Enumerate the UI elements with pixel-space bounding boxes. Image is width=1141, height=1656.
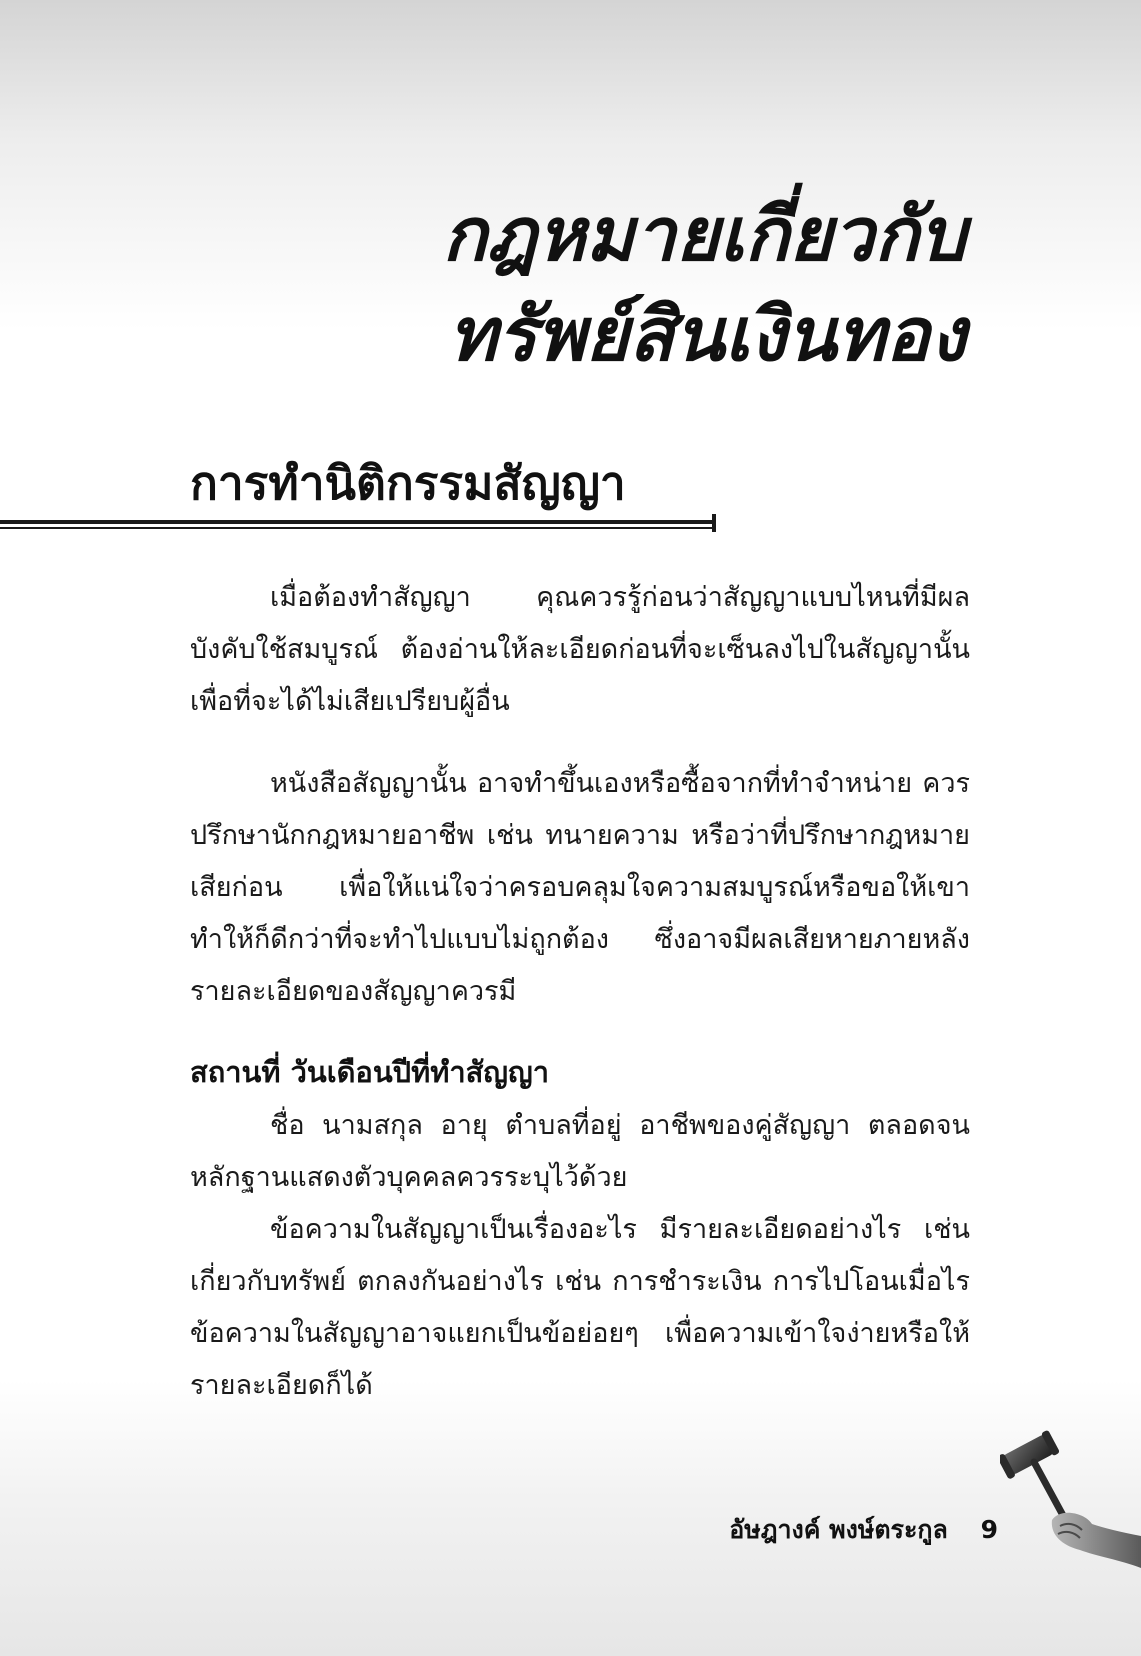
rule-thick-line: [0, 520, 716, 524]
paragraph-text: เมื่อต้องทำสัญญา คุณควรรู้ก่อนว่าสัญญาแบบไหนที่มีผลบังคับใช้สมบูรณ์ ต้องอ่านให้ละเอียดก่อนที่จะเซ็นลงไปในสัญญานั้นเพื่อที่จะได้ไม่เสียเปรียบผู้อื่น: [190, 582, 970, 717]
author-name: อัษฎางค์ พงษ์ตระกูล: [729, 1515, 948, 1544]
chapter-title-line-2: ทรัพย์สินเงินทอง: [448, 292, 966, 378]
subsection-heading: สถานที่ วันเดือนปีที่ทำสัญญา: [190, 1055, 550, 1089]
rule-end-tick: [712, 514, 716, 532]
chapter-title-line-1: กฎหมายเกี่ยวกับ: [442, 192, 966, 278]
paragraph-text: ชื่อ นามสกุล อายุ ตำบลที่อยู่ อาชีพของคู่สัญญา ตลอดจนหลักฐานแสดงตัวบุคคลควรระบุไว้ด้วย: [190, 1110, 970, 1193]
intro-paragraph-1: [190, 572, 970, 728]
section-heading: การทำนิติกรรมสัญญา: [190, 456, 626, 510]
rule-thin-line: [0, 527, 716, 529]
intro-paragraph-2: [190, 758, 970, 1018]
subsection-paragraphs: [190, 1100, 970, 1412]
chapter-title: [442, 185, 966, 385]
heading-underline-rule: [0, 520, 716, 530]
paragraph-text: ข้อความในสัญญาเป็นเรื่องอะไร มีรายละเอียดอย่างไร เช่น เกี่ยวกับทรัพย์ ตกลงกันอย่างไร เช่น การชำระเงิน การไปโอนเมื่อไร ข้อความในสัญญาอาจแยกเป็นข้อย่อยๆ เพื่อความเข้าใจง่ายหรือให้รายละเอียดก็ได้: [190, 1214, 970, 1401]
paragraph-text: หนังสือสัญญานั้น อาจทำขึ้นเองหรือซื้อจากที่ทำจำหน่าย ควรปรึกษานักกฎหมายอาชีพ เช่น ทนายความ หรือว่าที่ปรึกษากฎหมายเสียก่อน เพื่อให้แน่ใจว่าครอบคลุมใจความสมบูรณ์หรือขอให้เขาทำให้ก็ดีกว่าที่จะทำไปแบบไม่ถูกต้อง ซึ่งอาจมีผลเสียหายภายหลัง รายละเอียดของสัญญาควรมี: [190, 768, 970, 1007]
page-number: 9: [980, 1515, 998, 1544]
gavel-icon: [1000, 1428, 1141, 1568]
page-footer: [729, 1505, 998, 1555]
